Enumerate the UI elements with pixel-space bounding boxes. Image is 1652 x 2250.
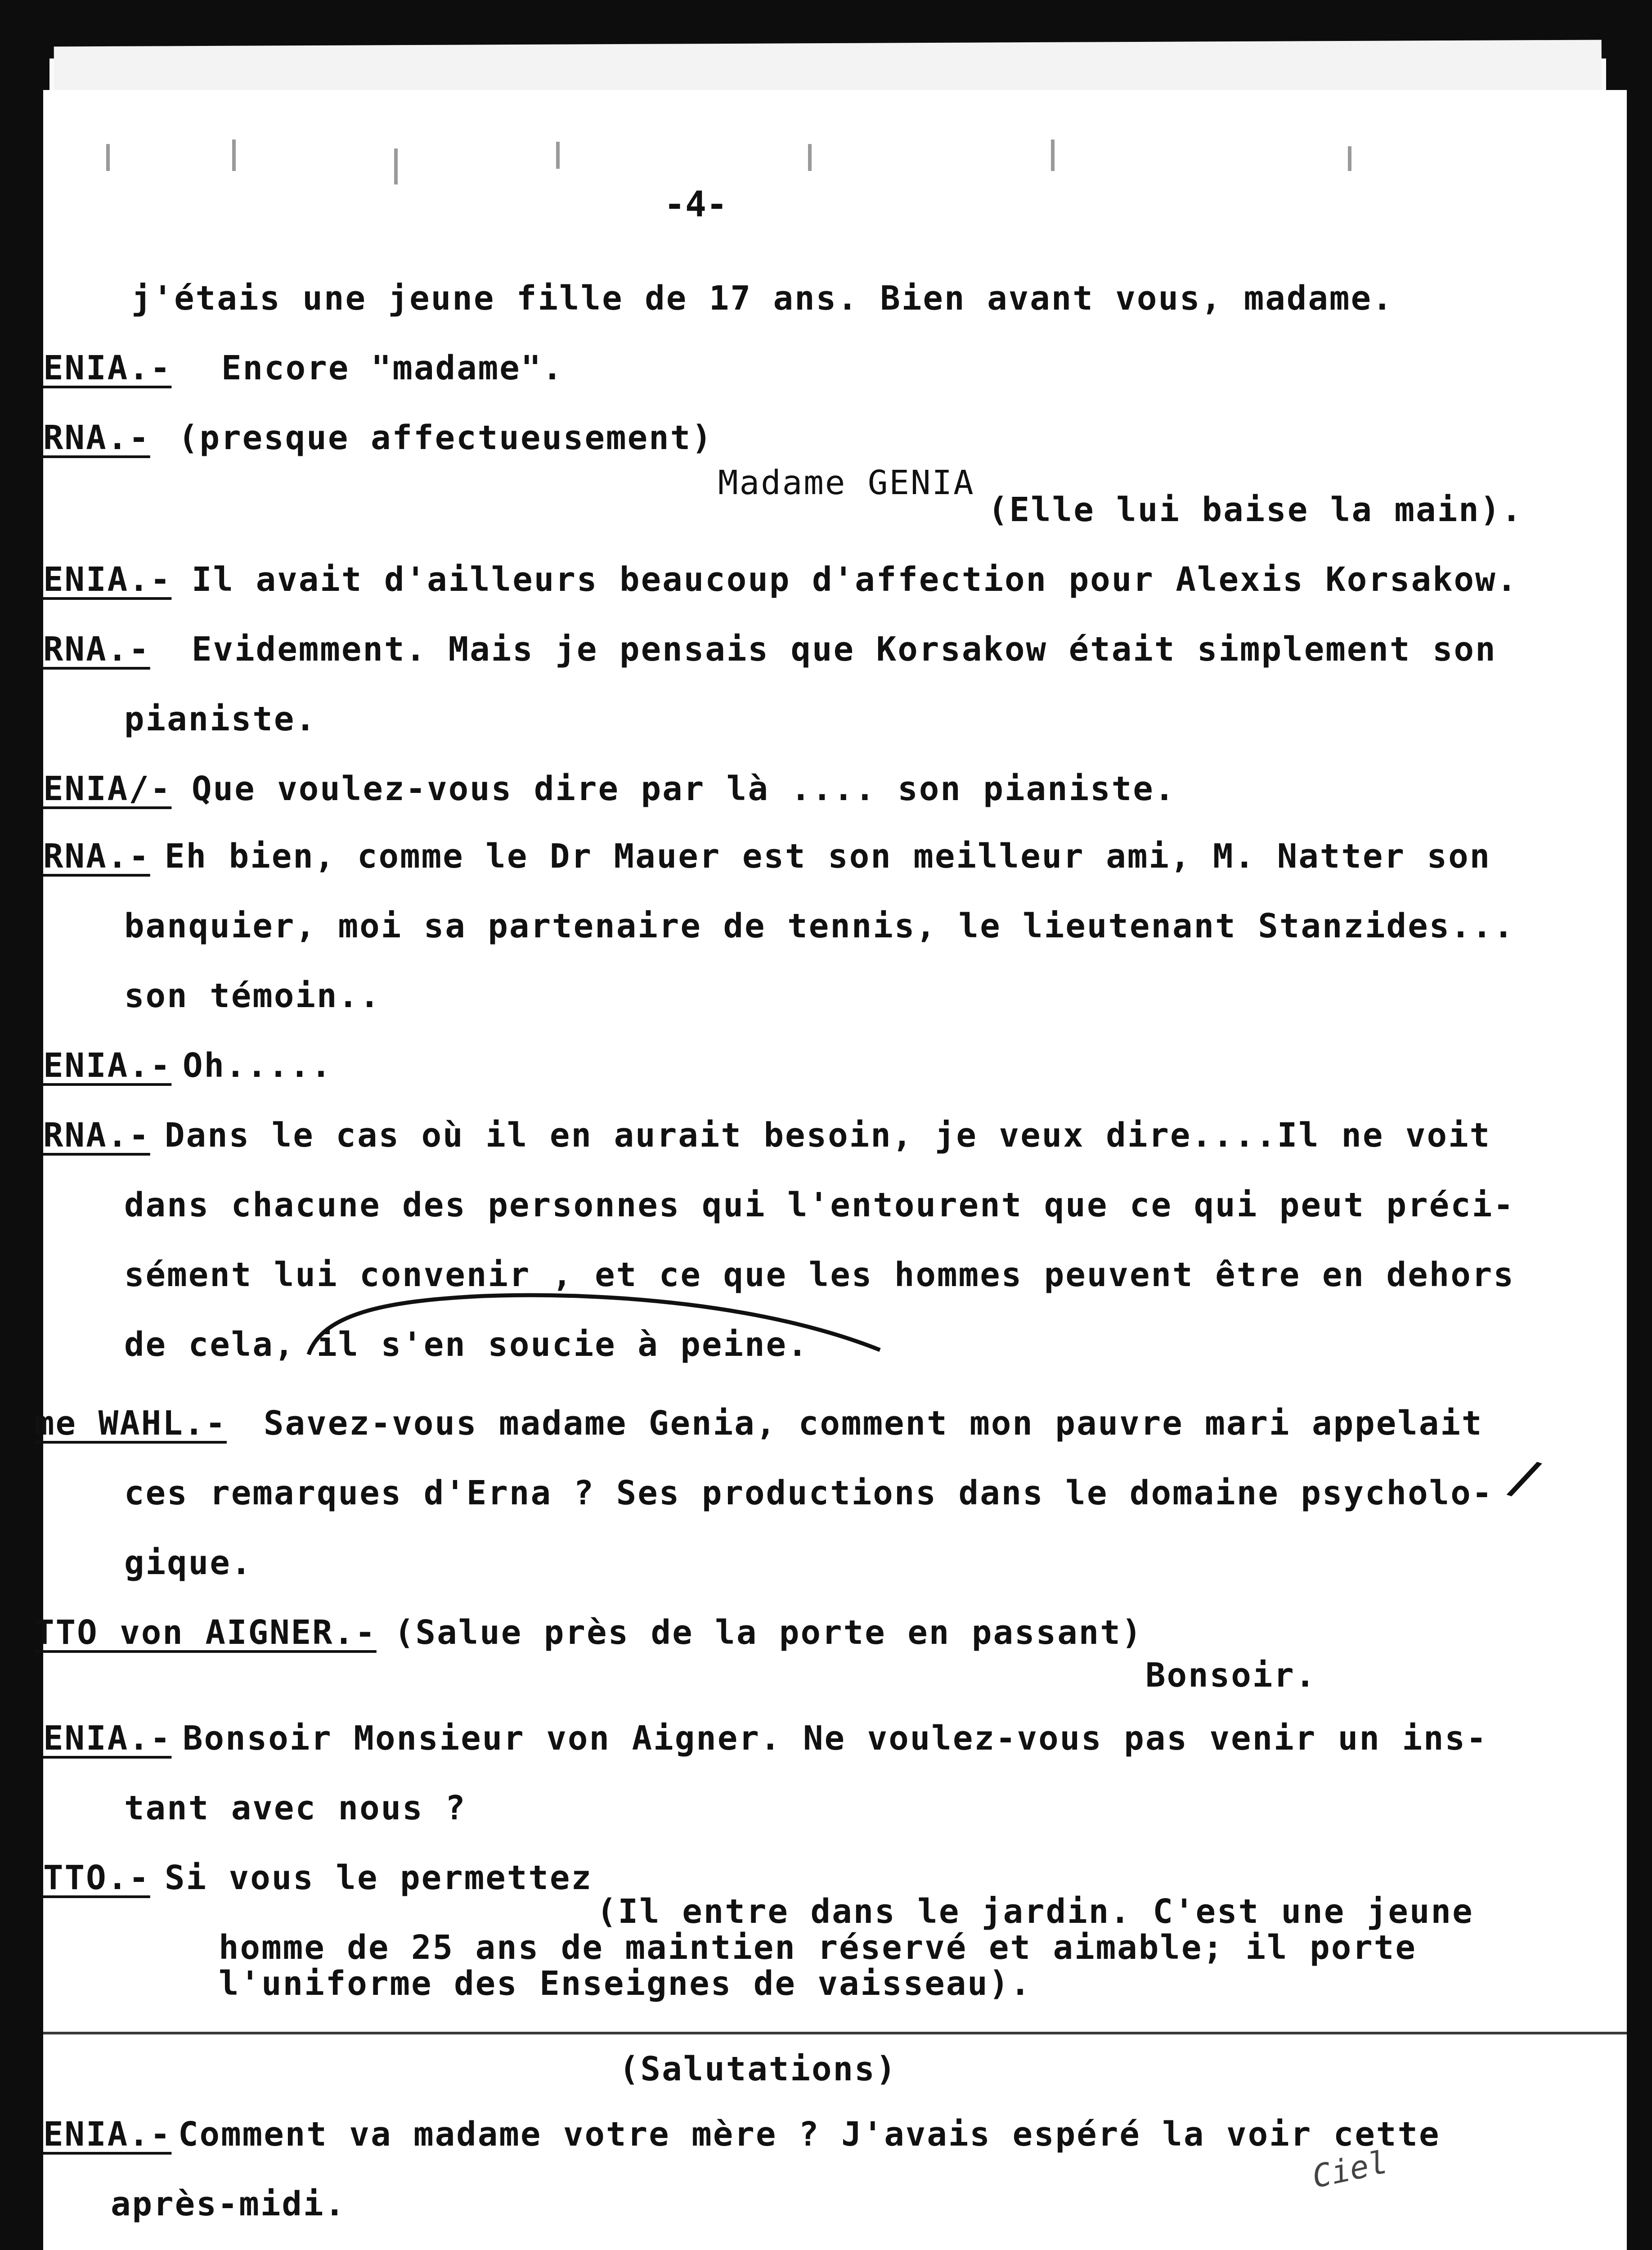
line-text: (Salue près de la porte en passant) bbox=[394, 1613, 1143, 1652]
line-text: sément lui convenir , et ce que les hommes peuvent être en dehors bbox=[124, 1256, 1515, 1294]
line-text: (Salutations) bbox=[619, 2050, 898, 2088]
speaker-label: TTO von AIGNER.- bbox=[34, 1613, 377, 1652]
bleed-mark bbox=[394, 148, 398, 184]
line-text: Il avait d'ailleurs beaucoup d'affection pour Alexis Korsakow. bbox=[192, 560, 1518, 599]
line-text: Savez-vous madame Genia, comment mon pauvre mari appelait bbox=[264, 1404, 1483, 1443]
line-text: (Il entre dans le jardin. C'est une jeune bbox=[597, 1892, 1474, 1931]
speaker-label: ENIA.- bbox=[43, 560, 172, 599]
line-text: Madame GENIA bbox=[718, 464, 975, 502]
line-text: Que voulez-vous dire par là .... son pianiste. bbox=[192, 770, 1176, 808]
line-text: tant avec nous ? bbox=[124, 1789, 467, 1827]
speaker-label: TTO.- bbox=[43, 1858, 150, 1897]
page-fold-line bbox=[43, 2032, 1627, 2034]
line-text: (Elle lui baise la main). bbox=[988, 490, 1523, 529]
bleed-mark bbox=[556, 142, 560, 169]
line-text: ces remarques d'Erna ? Ses productions dans le domaine psycholo- bbox=[124, 1474, 1494, 1512]
bleed-mark bbox=[1348, 146, 1351, 171]
bleed-mark bbox=[1051, 140, 1055, 171]
line-text: j'étais une jeune fille de 17 ans. Bien avant vous, madame. bbox=[131, 279, 1394, 318]
line-text: l'uniforme des Enseignes de vaisseau). bbox=[219, 1964, 1032, 2003]
line-text: (presque affectueusement) bbox=[178, 418, 713, 457]
speaker-label: ENIA.- bbox=[43, 1719, 172, 1758]
line-text: dans chacune des personnes qui l'entourent que ce qui peut préci- bbox=[124, 1186, 1515, 1224]
line-text: Bonsoir Monsieur von Aigner. Ne voulez-vous pas venir un ins- bbox=[183, 1719, 1488, 1758]
line-text: Eh bien, comme le Dr Mauer est son meilleur ami, M. Natter son bbox=[165, 837, 1491, 876]
speaker-label: me WAHL.- bbox=[34, 1404, 227, 1443]
speaker-label: RNA.- bbox=[43, 630, 150, 669]
line-text: Oh..... bbox=[183, 1046, 332, 1085]
line-text: après-midi. bbox=[111, 2185, 346, 2223]
speaker-label: RNA.- bbox=[43, 837, 150, 876]
line-text: gique. bbox=[124, 1544, 253, 1582]
bleed-mark bbox=[106, 144, 110, 171]
bleed-mark bbox=[808, 144, 812, 171]
line-text: Dans le cas où il en aurait besoin, je veux dire....Il ne voit bbox=[165, 1116, 1491, 1155]
line-text: Encore "madame". bbox=[221, 349, 564, 387]
line-text: pianiste. bbox=[124, 700, 317, 738]
speaker-label: ENIA.- bbox=[43, 349, 172, 387]
line-text: Si vous le permettez bbox=[165, 1858, 593, 1897]
speaker-label: ENIA/- bbox=[43, 770, 172, 808]
page-number: -4- bbox=[664, 184, 727, 225]
line-text: Comment va madame votre mère ? J'avais espéré la voir cette bbox=[178, 2115, 1441, 2154]
bleed-mark bbox=[232, 140, 236, 171]
pencil-annotation: Ciel bbox=[1309, 2143, 1391, 2196]
line-text: banquier, moi sa partenaire de tennis, le lieutenant Stanzides... bbox=[124, 907, 1515, 945]
handwritten-curve-mark bbox=[295, 1246, 902, 1364]
speaker-label: ENIA.- bbox=[43, 1046, 172, 1085]
speaker-label: ENIA.- bbox=[43, 2115, 172, 2154]
line-text: de cela, il s'en soucie à peine. bbox=[124, 1325, 809, 1364]
line-text: homme de 25 ans de maintien réservé et aimable; il porte bbox=[219, 1928, 1417, 1967]
line-text: son témoin.. bbox=[124, 976, 381, 1015]
line-text: Bonsoir. bbox=[1145, 1656, 1317, 1695]
margin-slash-mark: / bbox=[1501, 1445, 1548, 1510]
line-text: Evidemment. Mais je pensais que Korsakow était simplement son bbox=[192, 630, 1497, 669]
speaker-label: RNA.- bbox=[43, 1116, 150, 1155]
speaker-label: RNA.- bbox=[43, 418, 150, 457]
document-page bbox=[34, 90, 1627, 2250]
